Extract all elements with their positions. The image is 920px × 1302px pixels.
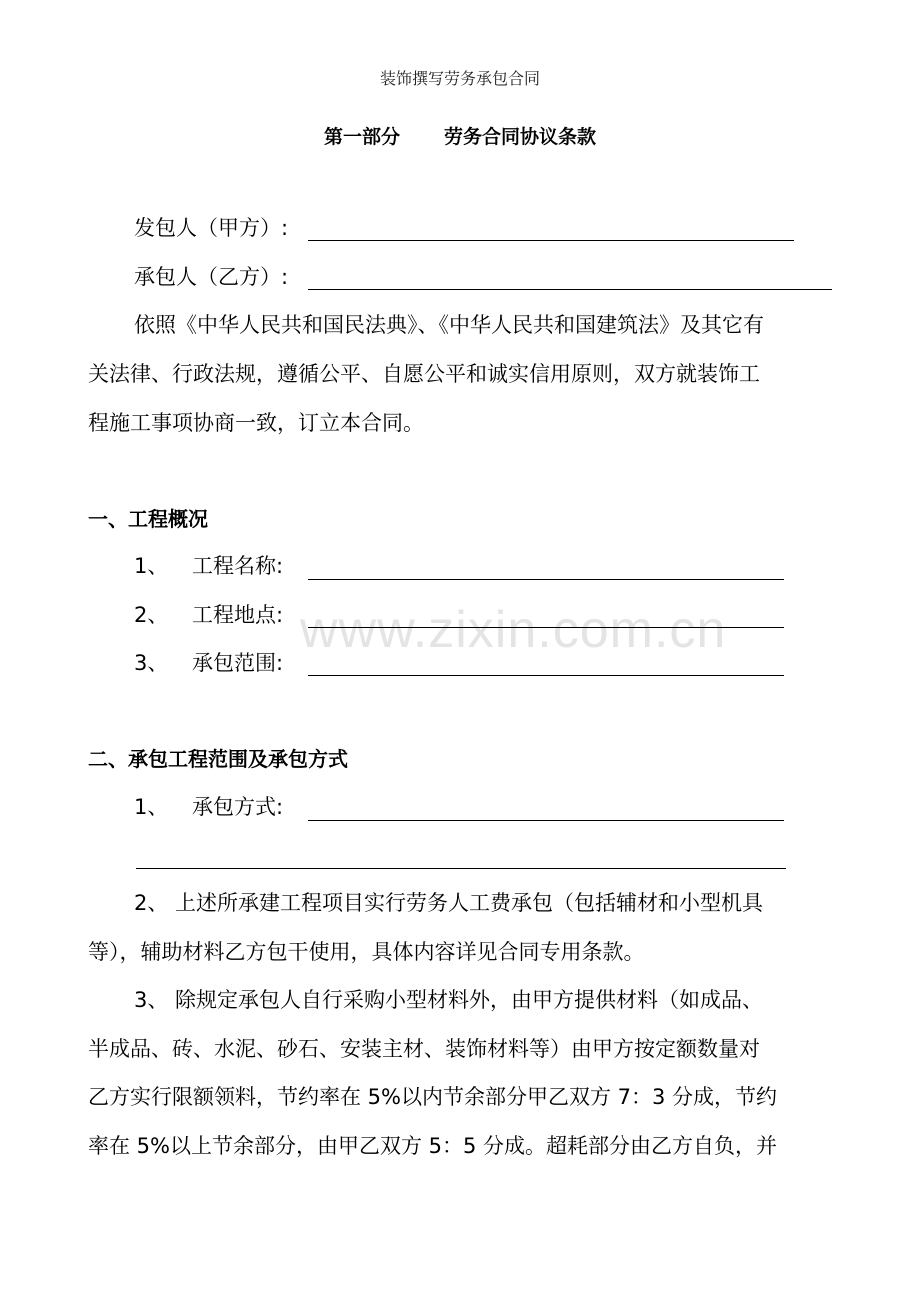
contract-method-number: 1、 <box>134 795 169 819</box>
contractor-label: 承包人（乙方）: <box>134 265 289 289</box>
employer-label: 发包人（甲方）: <box>134 216 289 240</box>
item-2-line-2: 等），辅助材料乙方包干使用，具体内容详见合同专用条款。 <box>88 940 645 964</box>
intro-line-1: 依照《中华人民共和国民法典》、《中华人民共和国建筑法》及其它有 <box>134 313 764 337</box>
contract-method-extra-blank-line[interactable] <box>136 868 786 869</box>
intro-line-3: 程施工事项协商一致，订立本合同。 <box>88 411 424 435</box>
project-location-label: 工程地点: <box>192 603 284 627</box>
item-3-line-4: 率在 5%以上节余部分，由甲乙双方 5：5 分成。超耗部分由乙方自负，并 <box>88 1134 778 1158</box>
contract-method-label: 承包方式: <box>192 795 284 819</box>
employer-blank-line[interactable] <box>308 240 794 241</box>
section-2-heading: 二、承包工程范围及承包方式 <box>88 747 348 771</box>
project-name-number: 1、 <box>134 554 169 578</box>
project-location-row <box>134 601 283 629</box>
contract-method-row <box>134 793 283 821</box>
document-header-title: 装饰撰写劳务承包合同 <box>379 69 540 88</box>
project-location-blank-line[interactable] <box>308 627 784 628</box>
section-1-heading: 一、工程概况 <box>88 507 208 531</box>
project-name-row <box>134 552 283 580</box>
contract-scope-number: 3、 <box>134 651 169 675</box>
contract-scope-row <box>134 649 283 677</box>
project-name-label: 工程名称: <box>192 554 284 578</box>
project-location-number: 2、 <box>134 603 169 627</box>
contract-method-blank-line[interactable] <box>308 820 784 821</box>
item-3-line-2: 半成品、砖、水泥、砂石、安装主材、装饰材料等）由甲方按定额数量对 <box>88 1037 760 1061</box>
part-label: 第一部分 <box>323 126 400 148</box>
contract-scope-label: 承包范围: <box>192 651 284 675</box>
contractor-blank-line[interactable] <box>308 289 832 290</box>
item-3-line-3: 乙方实行限额领料，节约率在 5%以内节余部分甲乙双方 7：3 分成，节约 <box>88 1085 778 1109</box>
watermark: www.zixin.com.cn <box>300 601 727 659</box>
intro-line-2: 关法律、行政法规，遵循公平、自愿公平和诚实信用原则，双方就装饰工 <box>88 362 760 386</box>
project-name-blank-line[interactable] <box>308 579 784 580</box>
part-heading: 劳务合同协议条款 <box>444 126 597 148</box>
item-3-line-1: 3、 除规定承包人自行采购小型材料外，由甲方提供材料（如成品、 <box>134 988 764 1012</box>
item-2-line-1: 2、 上述所承建工程项目实行劳务人工费承包（包括辅材和小型机具 <box>134 891 764 915</box>
contract-scope-blank-line[interactable] <box>308 675 784 676</box>
part-title <box>0 122 920 149</box>
